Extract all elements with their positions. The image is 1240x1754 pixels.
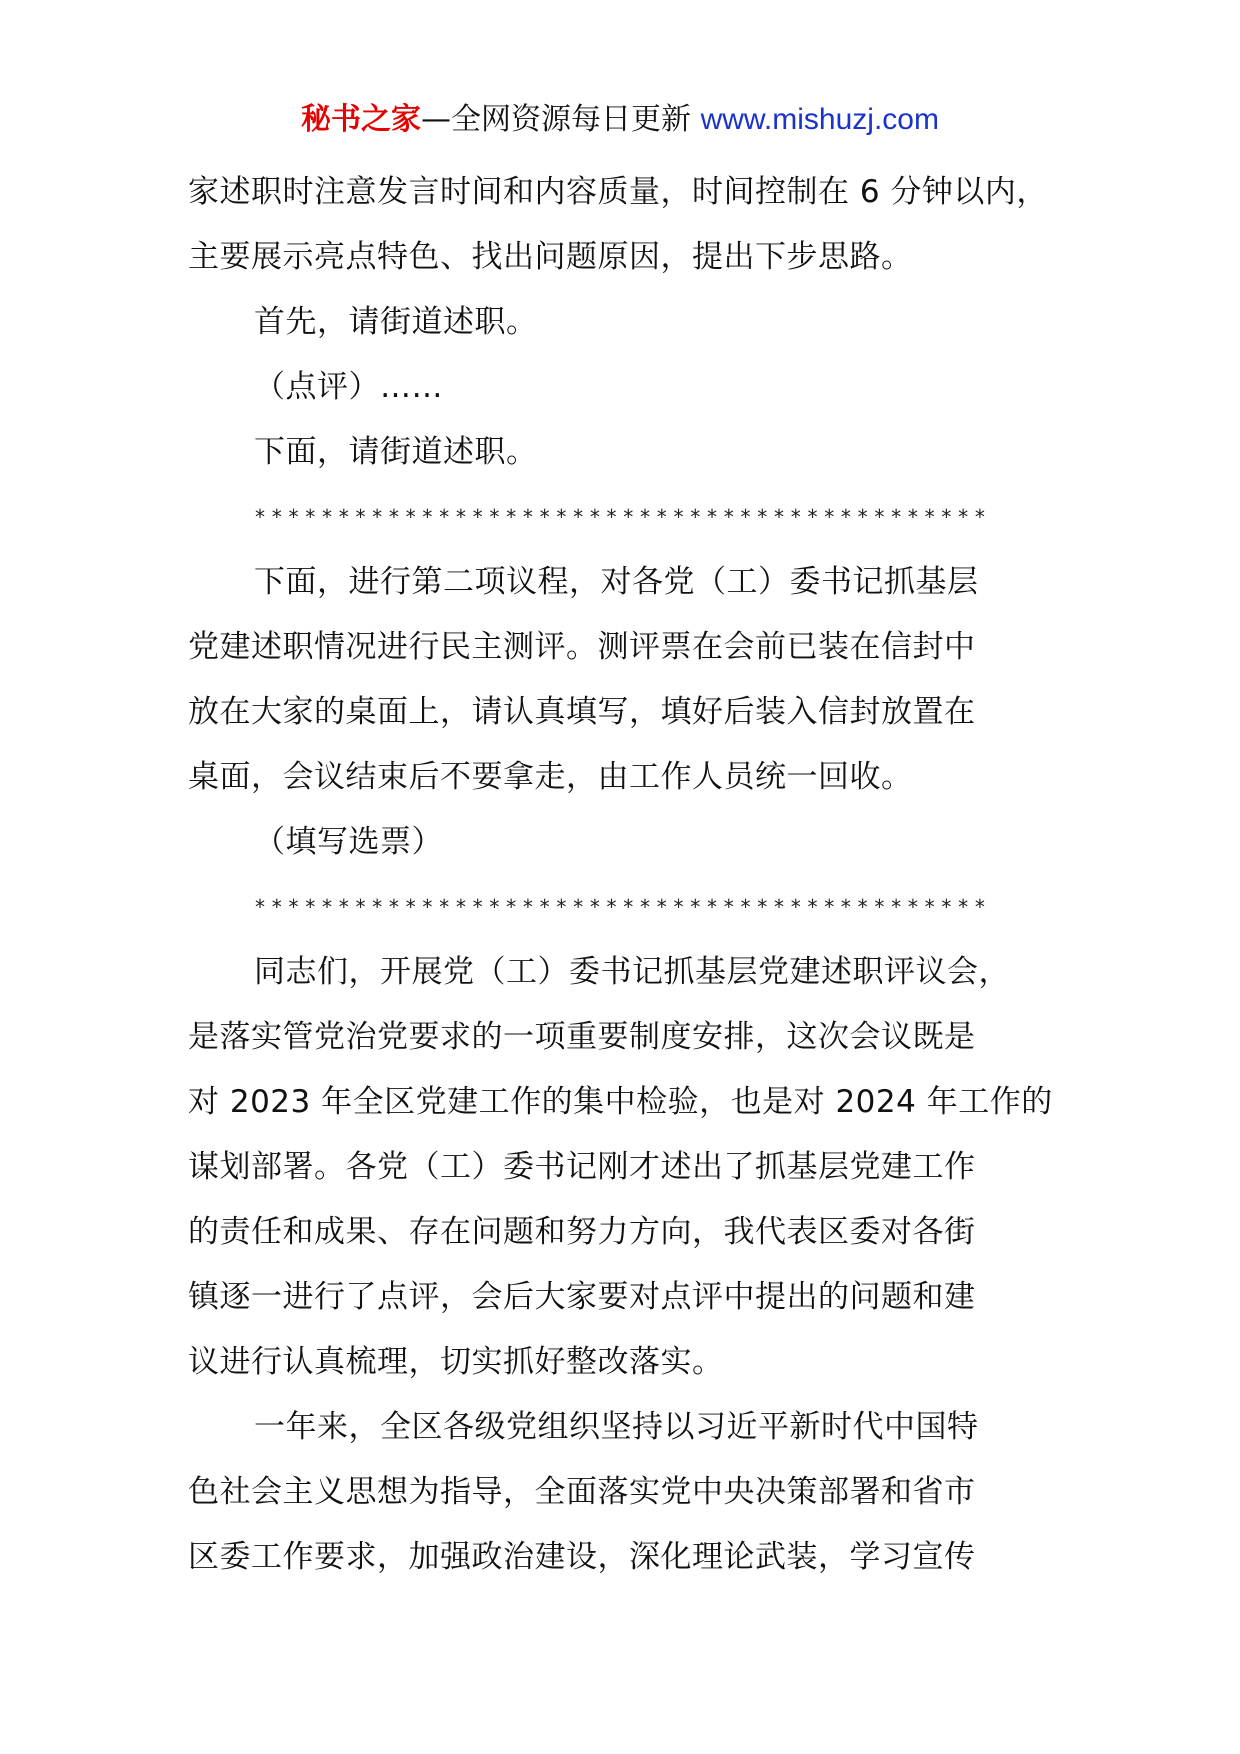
text-line: 镇逐一进行了点评，会后大家要对点评中提出的问题和建 xyxy=(188,1279,976,1315)
text-line: 家述职时注意发言时间和内容质量，时间控制在 6 分钟以内， xyxy=(188,174,1048,210)
separator-line: ******************************************** xyxy=(254,505,991,529)
text-line: 首先，请街道述职。 xyxy=(254,304,538,340)
text-line: 色社会主义思想为指导，全面落实党中央决策部署和省市 xyxy=(188,1474,976,1510)
separator-line: ******************************************** xyxy=(254,895,991,919)
paragraph-start: 一年来，全区各级党组织坚持以习近平新时代中国特 xyxy=(254,1409,979,1445)
text-line: 桌面，会议结束后不要拿走，由工作人员统一回收。 xyxy=(188,759,913,795)
text-line: 放在大家的桌面上，请认真填写，填好后装入信封放置在 xyxy=(188,694,976,730)
brand-name: 秘书之家 xyxy=(301,102,422,137)
text-line: （点评）…… xyxy=(254,369,443,405)
text-line: 议进行认真梳理，切实抓好整改落实。 xyxy=(188,1344,724,1380)
paragraph-start: 下面，进行第二项议程，对各党（工）委书记抓基层 xyxy=(254,564,979,600)
document-body xyxy=(188,160,1088,1590)
text-line: 是落实管党治党要求的一项重要制度安排，这次会议既是 xyxy=(188,1019,976,1055)
text-line: 党建述职情况进行民主测评。测评票在会前已装在信封中 xyxy=(188,629,976,665)
text-line: 区委工作要求，加强政治建设，深化理论武装，学习宣传 xyxy=(188,1539,976,1575)
text-line: （填写选票） xyxy=(254,824,443,860)
header-tagline: —全网资源每日更新 xyxy=(421,102,701,137)
text-line: 下面，请街道述职。 xyxy=(254,434,538,470)
site-header xyxy=(0,100,1240,140)
text-line: 的责任和成果、存在问题和努力方向，我代表区委对各街 xyxy=(188,1214,976,1250)
text-line: 主要展示亮点特色、找出问题原因，提出下步思路。 xyxy=(188,239,913,275)
text-line: 对 2023 年全区党建工作的集中检验，也是对 2024 年工作的 xyxy=(188,1084,1053,1120)
site-url-link[interactable]: www.mishuzj.com xyxy=(700,103,939,136)
text-line: 谋划部署。各党（工）委书记刚才述出了抓基层党建工作 xyxy=(188,1149,976,1185)
paragraph-start: 同志们，开展党（工）委书记抓基层党建述职评议会， xyxy=(254,954,1010,990)
